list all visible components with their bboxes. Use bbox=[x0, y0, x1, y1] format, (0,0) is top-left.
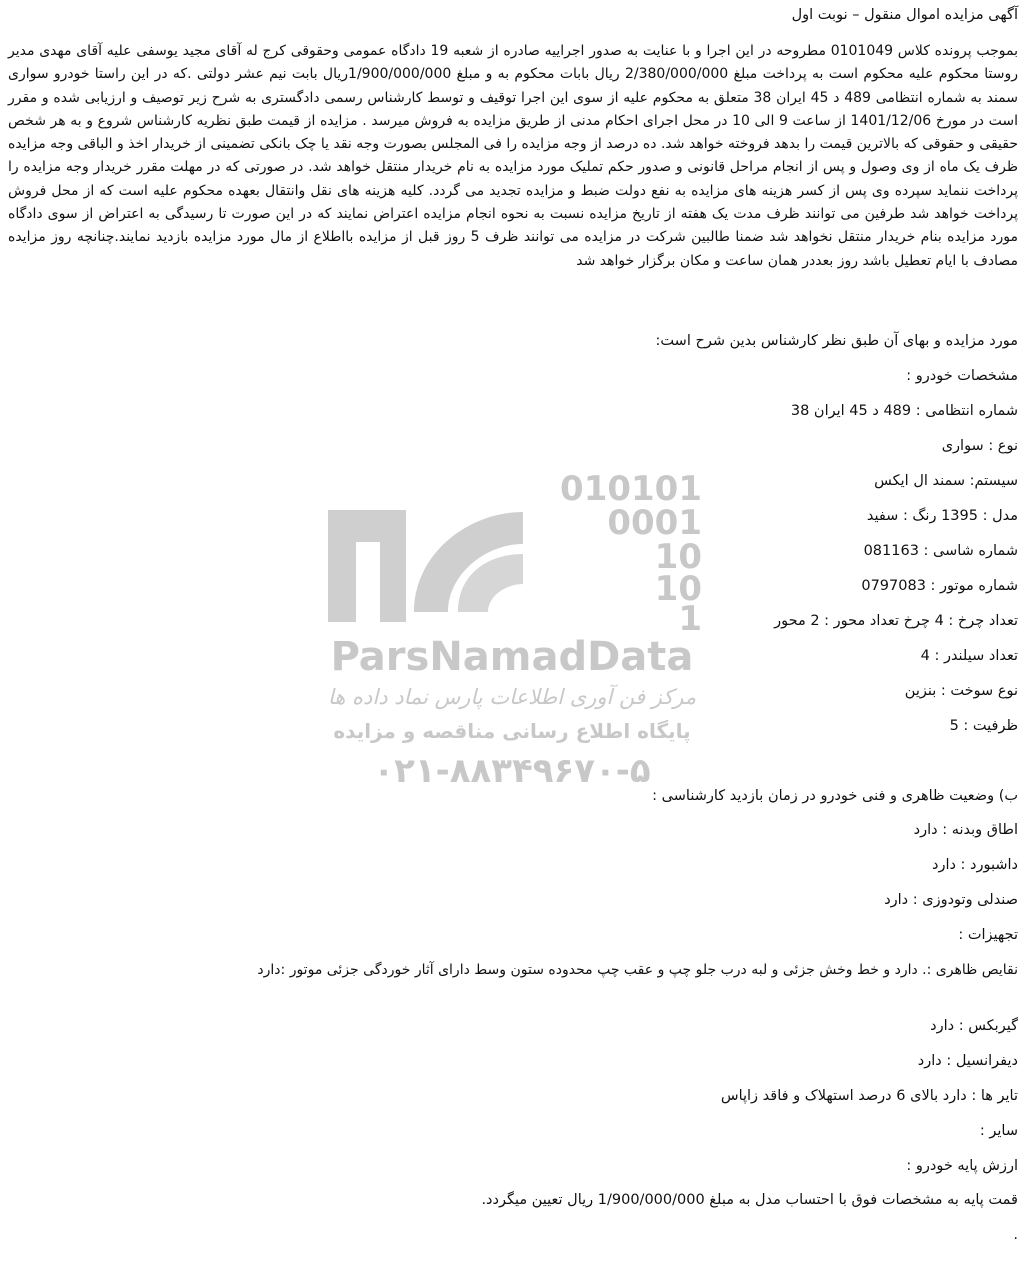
watermark-digits-2: 0001 bbox=[607, 503, 702, 543]
tires-line: تایر ها : دارد بالای 6 درصد استهلاک و فاقد زاپاس bbox=[720, 1088, 1018, 1104]
watermark-line-1: مرکز فن آوری اطلاعات پارس نماد داده ها bbox=[327, 685, 697, 709]
plate-number-line: شماره انتظامی : 489 د 45 ایران 38 bbox=[790, 403, 1018, 419]
capacity-line: ظرفیت : 5 bbox=[949, 718, 1018, 734]
base-value-heading: ارزش پایه خودرو : bbox=[906, 1158, 1018, 1174]
other-line: سایر : bbox=[979, 1123, 1018, 1139]
seats-upholstery-line: صندلی وتودوزی : دارد bbox=[884, 892, 1018, 908]
notice-title: آگهی مزایده اموال منقول – نوبت اول bbox=[791, 7, 1018, 23]
watermark-phone: ۰۲۱-۸۸۳۴۹۶۷۰-۵ bbox=[373, 751, 651, 791]
condition-heading: ب) وضعیت ظاهری و فنی خودرو در زمان بازدید کارشناسی : bbox=[652, 788, 1018, 804]
trailing-dot: . bbox=[1013, 1227, 1018, 1243]
chassis-number-line: شماره شاسی : 081163 bbox=[863, 543, 1018, 559]
vehicle-type-line: نوع : سواری bbox=[941, 438, 1018, 454]
watermark-digits-1: 010101 bbox=[560, 469, 702, 509]
engine-number-line: شماره موتور : 0797083 bbox=[861, 578, 1018, 594]
auction-subject-line: مورد مزایده و بهای آن طبق نظر کارشناس بدین شرح است: bbox=[655, 333, 1018, 349]
cylinders-line: تعداد سیلندر : 4 bbox=[920, 648, 1018, 664]
differential-line: دیفرانسیل : دارد bbox=[917, 1053, 1018, 1069]
base-price-line: قمت پایه به مشخصات فوق با احتساب مدل به مبلغ 1/900/000/000 ریال تعیین میگردد. bbox=[481, 1192, 1018, 1208]
watermark-digits-4: 10 bbox=[654, 569, 702, 609]
watermark-line-2: پایگاه اطلاع رسانی مناقصه و مزایده bbox=[333, 719, 691, 743]
watermark-brand: ParsNamadData bbox=[330, 634, 694, 680]
gearbox-line: گیربکس : دارد bbox=[930, 1018, 1018, 1034]
watermark-logo-icon bbox=[318, 462, 706, 792]
intro-paragraph-block bbox=[8, 40, 1018, 273]
equipment-line: تجهیزات : bbox=[958, 927, 1018, 943]
watermark-digits-3: 10 bbox=[654, 537, 702, 577]
defects-line: نقایص ظاهری :. دارد و خط وخش جزئی و لبه درب جلو چپ و عقب چپ محدوده ستون وسط دارای آثار خوردگی جزئی موتور :دارد bbox=[257, 962, 1018, 978]
model-color-line: مدل : 1395 رنگ : سفید bbox=[866, 508, 1018, 524]
wheels-axles-line: تعداد چرخ : 4 چرخ تعداد محور : 2 محور bbox=[774, 613, 1018, 629]
body-line: اطاق وبدنه : دارد bbox=[913, 822, 1018, 838]
fuel-type-line: نوع سوخت : بنزین bbox=[904, 683, 1018, 699]
dashboard-line: داشبورد : دارد bbox=[931, 857, 1018, 873]
vehicle-specs-heading: مشخصات خودرو : bbox=[906, 368, 1018, 384]
vehicle-system-line: سیستم: سمند ال ایکس bbox=[874, 473, 1018, 489]
intro-paragraph: بموجب پرونده کلاس 0101049 مطروحه در این اجرا و با عنایت به صدور اجراییه صادره از شعبه 19 دادگاه عمومی وحقوقی کرج له آقای مجید یوسفی علیه آقای مهدی مدیر روستا محکوم علیه محکوم است به پرداخت مبلغ 2/380/000/000 ریال بابات محکوم به و مبلغ 1/900/000/000ریال بابت نیم عشر دولتی .که در این راستا خودرو سواری سمند به شماره انتظامی 489 د 45 ایران 38 متعلق به محکوم علیه از سوی این اجرا توقیف و توسط کارشناس رسمی دادگستری به شرح زیر توصیف و ارزیابی شده و مقرر است در مورخ 1401/12/06 از ساعت 9 الی 10 در محل اجرای احکام مدنی از طریق مزایده به فروش میرسد . مزایده از قیمت طبق نظریه کارشناس شروع و به هر شخص حقیقی و حقوقی که بالاترین قیمت را بدهد فروخته خواهد شد. ده درصد از وجه مزایده را فی المجلس بصورت وجه نقد یا چک بانکی تضمینی از خریدار اخذ و الباقی وجه مزایده ظرف یک ماه از وی وصول و پس از انجام مراحل قانونی و صدور حکم تملیک مورد مزایده به نام خریدار منتقل خواهد شد. در صورتی که در مهلت مقرر خریدار وجه مزایده را پرداخت ننماید سپرده وی پس از کسر هزینه های مزایده به نفع دولت ضبط و مزایده تجدید می گردد. کلیه هزینه های نقل وانتقال بعهده محکوم علیه است که از محل فروش پرداخت خواهد شد طرفین می توانند ظرف مدت یک هفته از تاریخ مزایده نسبت به نحوه انجام مزایده اعتراض نمایند که در این صورت تا رسیدگی به اعتراض از سوی دادگاه مورد مزایده بنام خریدار منتقل نخواهد شد ضمنا طالبین شرکت در مزایده می توانند ظرف 5 روز قبل از مزایده بااطلاع از مال مورد مزایده بازدید نمایند.چنانچه روز مزایده مصادف با ایام تعطیل باشد روز بعددر همان ساعت و مکان برگزار خواهد شد bbox=[8, 43, 1018, 269]
parsnamaddata-watermark bbox=[318, 462, 706, 792]
watermark-digits-5: 1 bbox=[678, 599, 702, 639]
